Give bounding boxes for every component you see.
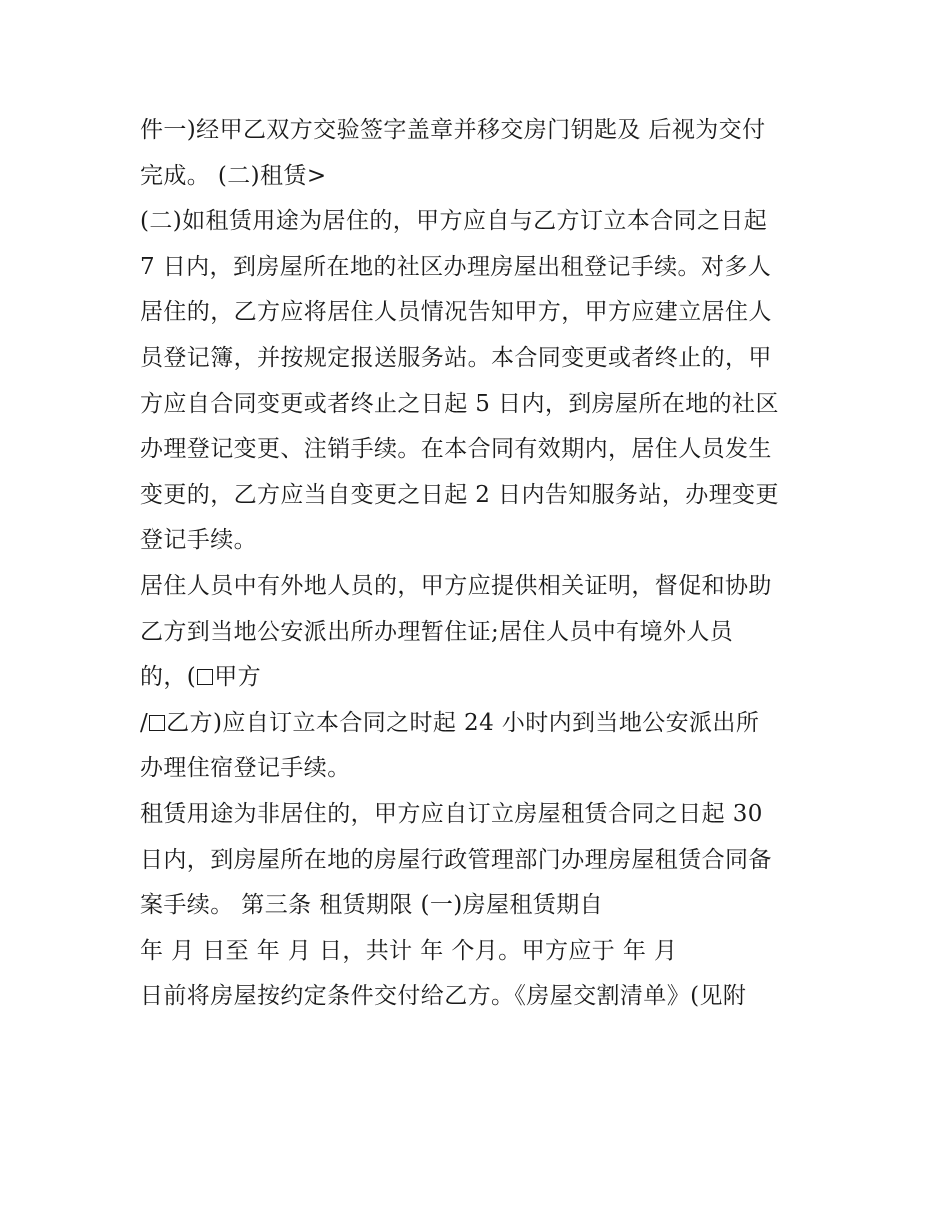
text-line: 办理住宿登记手续。 [140,755,351,782]
checkbox-party-a[interactable] [197,669,213,685]
text-line [140,701,820,747]
text-line: 年 月 日至 年 月 日，共计 年 个月。甲方应于 年 月 [140,937,678,964]
text-line: 居住人员中有外地人员的，甲方应提供相关证明，督促和协助 [140,572,772,599]
text-line: 方应自合同变更或者终止之日起 5 日内，到房屋所在地的社区 [140,390,779,417]
text-fragment: / [140,709,149,736]
text-line: 登记手续。 [140,527,257,554]
text-line: 办理登记变更、注销手续。在本合同有效期内，居住人员发生 [140,436,772,463]
text-line: (二)如租赁用途为居住的，甲方应自与乙方订立本合同之日起 [140,208,768,235]
contract-text [140,108,820,1020]
text-line: 变更的，乙方应当自变更之日起 2 日内告知服务站，办理变更 [140,481,779,508]
text-line: 7 日内，到房屋所在地的社区办理房屋出租登记手续。对多人 [140,253,772,280]
text-line: 租赁用途为非居住的，甲方应自订立房屋租赁合同之日起 30 [140,800,763,827]
text-line: 员登记簿，并按规定报送服务站。本合同变更或者终止的，甲 [140,344,772,371]
text-line: 日前将房屋按约定条件交付给乙方。《房屋交割清单》(见附 [140,983,747,1010]
text-line: 日内，到房屋所在地的房屋行政管理部门办理房屋租赁合同备 [140,846,772,873]
text-line: 居住的，乙方应将居住人员情况告知甲方，甲方应建立居住人 [140,299,772,326]
text-fragment: 的，( [140,664,197,691]
text-line: 案手续。 第三条 租赁期限 (一)房屋租赁期自 [140,892,604,919]
text-fragment: 乙方)应自订立本合同之时起 24 小时内到当地公安派出所 [166,709,760,736]
text-line [140,655,820,701]
checkbox-party-b[interactable] [149,715,165,731]
text-line: 件一)经甲乙双方交验签字盖章并移交房门钥匙及 后视为交付 [140,117,766,143]
text-fragment: 甲方 [214,664,261,691]
text-line: 完成。 (二)租赁> [140,162,327,189]
text-line: 乙方到当地公安派出所办理暂住证;居住人员中有境外人员 [140,618,734,645]
